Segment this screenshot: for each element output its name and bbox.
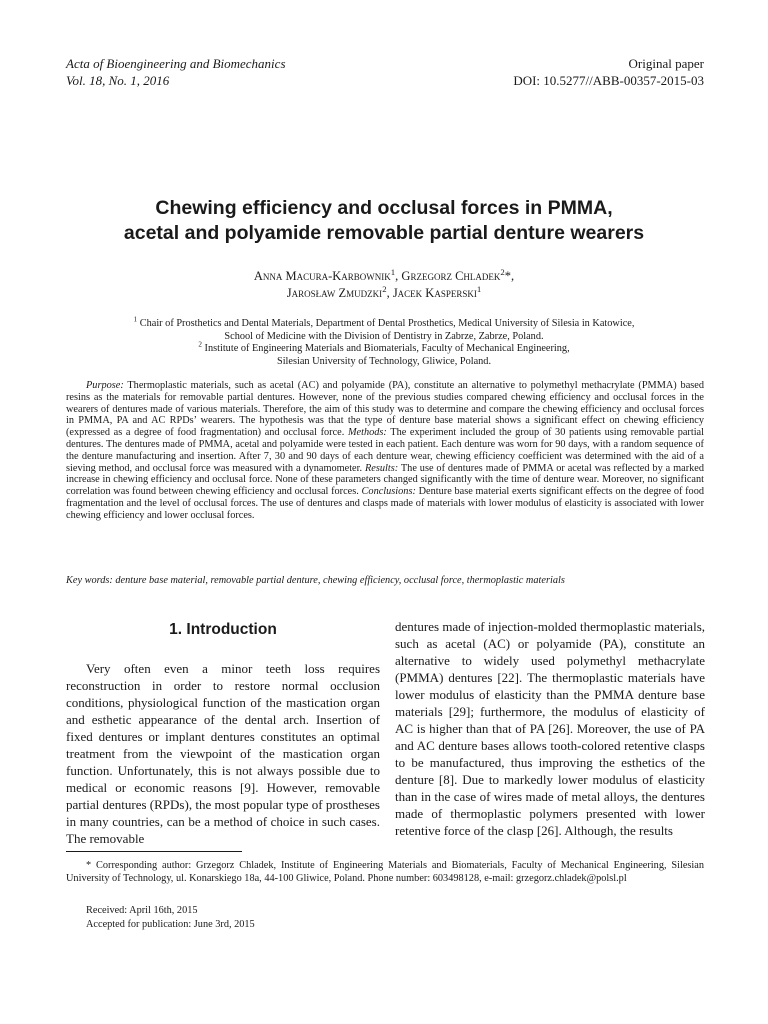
affiliation-number: 2	[198, 340, 202, 349]
received-date: Received: April 16th, 2015	[86, 905, 198, 916]
affiliations	[0, 315, 768, 368]
body-column-right	[395, 618, 705, 839]
abstract-methods: The experiment included the group of 30 patients using removable partial dentures. The dentures made of PMMA, acetal and polyamide were tested in each patient. Each denture was worn for 90 days, with a random sequence of the denture manufacturing and insertion. After 7, 30 and 90 days of each denture wear, chewing efficiency coefficient was determined with the aid of a sieving method, and occlusal force was measured with a dynamometer.	[66, 427, 704, 474]
abstract-methods-label: Methods:	[347, 427, 387, 439]
affiliation-marker: 1	[476, 283, 482, 294]
abstract-purpose-label: Purpose:	[86, 380, 124, 391]
publication-dates	[86, 904, 255, 931]
affiliation-text: Chair of Prosthetics and Dental Materials, Department of Dental Prosthetics, Medical University of Silesia in Katowice,	[137, 318, 635, 329]
keywords-label: Key words:	[66, 575, 113, 586]
author-name: Jacek Kasperski	[392, 286, 477, 300]
abstract-purpose: Thermoplastic materials, such as acetal (AC) and polyamide (PA), constitute an alternative to polymethyl methacrylate (PMMA) based resins as the materials for removable partial dentures. However, none of the previous studies compared chewing efficiency and occlusal forces in the wearers of dentures made of various materials. Therefore, the aim of this study was to determine and compare the chewing efficiency and occlusal forces in PMMA, PA and AC RPDs’ wearers. The hypothesis was that the type of denture base material shows a significant effect on chewing efficiency (expressed as a degree of food fragmentation) and occlusal force.	[66, 380, 704, 439]
abstract	[66, 380, 704, 522]
affiliation-1-line-1	[0, 315, 768, 331]
affiliation-2-line-2: Silesian University of Technology, Gliwice, Poland.	[276, 355, 492, 367]
body-paragraph: Very often even a minor teeth loss requires reconstruction in order to restore normal occlusion conditions, physiological function of the mastication organ and esthetic appearance of the dental arch. Insertion of fixed dentures or implant dentures constitutes an optimal treatment from the viewpoint of the mastication organ function. Unfortunately, this is not always possible due to medical or economic reasons [9]. However, removable partial dentures (RPDs), the most popular type of prostheses in many countries, can be a method of choice in such cases. The removable	[66, 661, 380, 846]
affiliation-1-line-2: School of Medicine with the Division of Dentistry in Zabrze, Zabrze, Poland.	[224, 330, 544, 342]
corresponding-author-note: * Corresponding author: Grzegorz Chladek, Institute of Engineering Materials and Biomaterials, Faculty of Mechanical Engineering, Silesian University of Technology, ul. Konarskiego 18a, 44-100 Gliwice, Poland. Phone number: 603498128, e-mail: grzegorz.chladek@polsl.pl	[66, 860, 704, 884]
author-list	[0, 268, 768, 302]
affiliation-2-line-1	[0, 340, 768, 356]
paper-title	[0, 196, 768, 246]
paper-type: Original paper	[628, 56, 704, 71]
footnote-divider	[66, 851, 242, 852]
corresponding-marker: *,	[504, 269, 515, 283]
affiliation-marker: 1	[390, 266, 396, 277]
abstract-paragraph	[66, 380, 704, 522]
abstract-results: The use of dentures made of PMMA or acetal was reflected by a marked increase in chewing efficiency and occlusal force. None of these parameters changed significantly with the time of denture wear. Moreover, no significant correlation was found between chewing efficiency and occlusal forces.	[66, 462, 704, 498]
journal-volume: Vol. 18, No. 1, 2016	[66, 73, 170, 88]
authors-line-1	[0, 268, 768, 285]
abstract-conclusions: Denture base material exerts significant effects on the degree of food fragmentation and the level of occlusal forces. The use of dentures and clasps made of materials with lower modulus of elasticity is associated with lower chewing efficiency and lower occlusal forces.	[66, 486, 705, 521]
author-name: Jarosław Zmudzki	[286, 286, 383, 300]
authors-line-2	[0, 285, 768, 302]
affiliation-marker: 2	[382, 283, 387, 294]
keywords-text: denture base material, removable partial denture, chewing efficiency, occlusal force, thermoplastic materials	[112, 575, 565, 586]
journal-header	[66, 55, 286, 89]
title-line-2: acetal and polyamide removable partial denture wearers	[123, 222, 645, 244]
abstract-conclusions-label: Conclusions:	[361, 486, 416, 498]
author-name: Grzegorz Chladek	[401, 269, 501, 283]
body-column-left	[66, 660, 380, 847]
author-separator: ,	[395, 269, 402, 283]
affiliation-number: 1	[133, 315, 138, 324]
journal-name: Acta of Bioengineering and Biomechanics	[66, 56, 286, 71]
author-separator: ,	[386, 286, 393, 300]
author-name: Anna Macura-Karbownik	[253, 269, 391, 283]
abstract-results-label: Results:	[364, 462, 399, 474]
keywords	[66, 575, 704, 587]
body-paragraph: dentures made of injection-molded thermoplastic materials, such as acetal (AC) or polyamide (PA), constitute an alternative to widely used polymethyl methacrylate (PMMA) dentures [22]. The thermoplastic materials have lower modulus of elasticity than the PMMA denture base materials [29]; furthermore, the modulus of elasticity of AC is higher than that of PA [26]. Moreover, the use of PA and AC denture bases allows tooth-colored retentive clasps to be manufactured, thus improving the esthetics of the denture [8]. Due to markedly lower modulus of elasticity than in the case of wires made of metal alloys, the dentures made of thermoplastic polymers presented with lower retentive force of the clasp [26]. Although, the results	[395, 619, 705, 838]
accepted-date: Accepted for publication: June 3rd, 2015	[86, 918, 255, 930]
footnote	[66, 859, 704, 885]
section-heading: 1. Introduction	[169, 621, 277, 638]
affiliation-text: Institute of Engineering Materials and Biomaterials, Faculty of Mechanical Engineering,	[201, 343, 570, 354]
title-line-1: Chewing efficiency and occlusal forces in PMMA,	[155, 197, 613, 219]
doi: DOI: 10.5277//ABB-00357-2015-03	[513, 73, 704, 88]
paper-meta-header	[513, 55, 704, 89]
affiliation-marker: 2	[500, 266, 505, 277]
